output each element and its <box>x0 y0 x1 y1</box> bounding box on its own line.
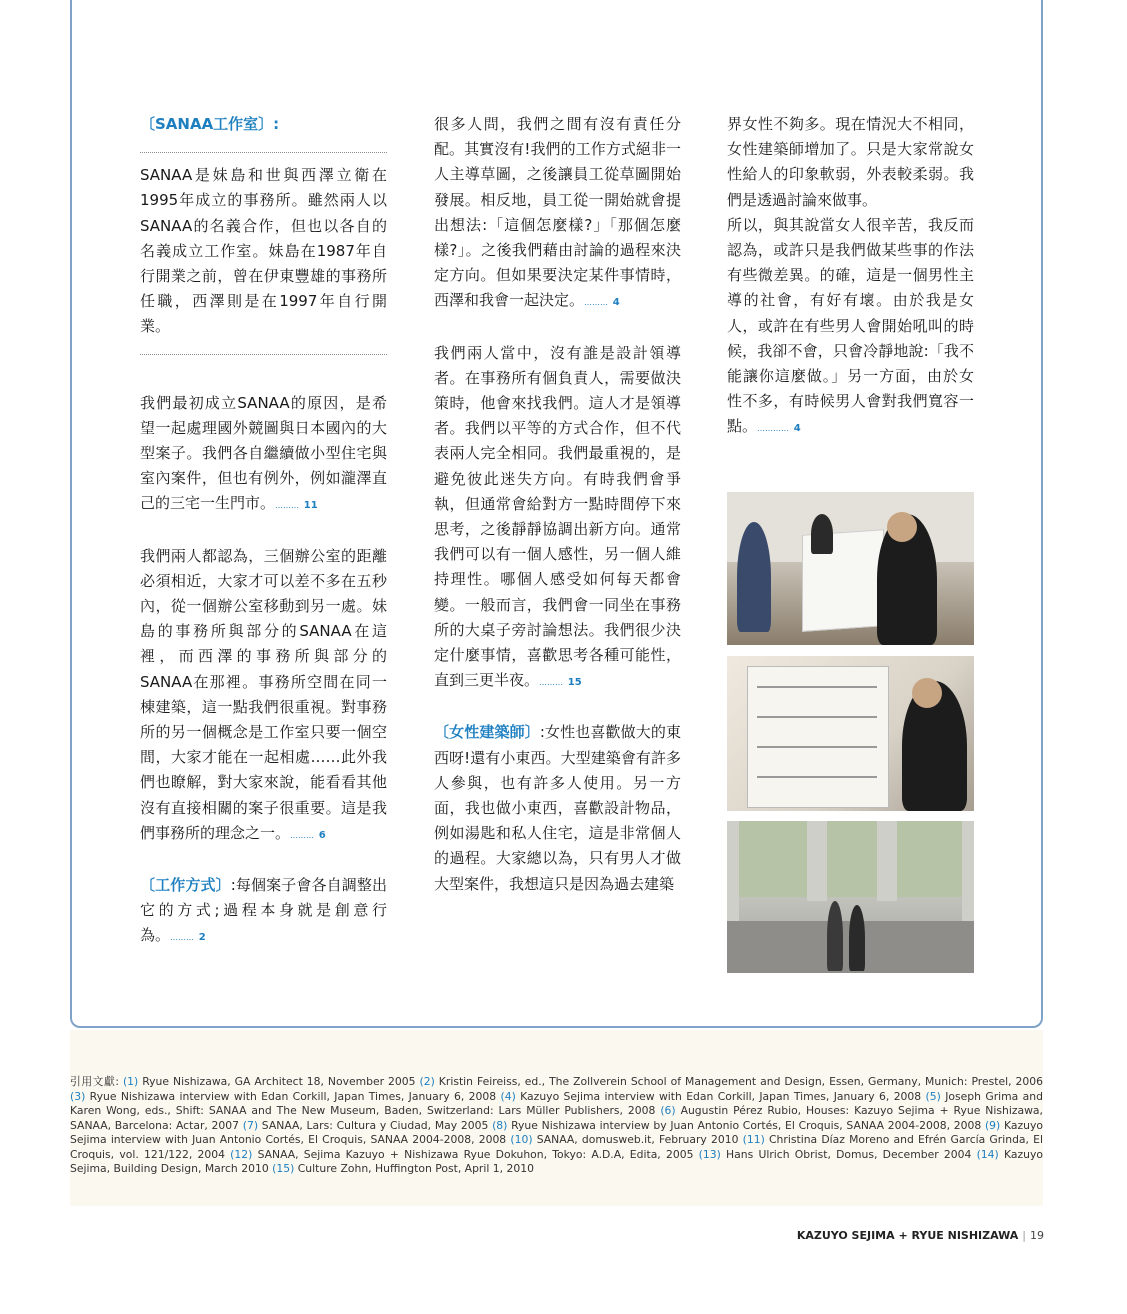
paragraph: 很多人問，我們之間有沒有責任分配。其實沒有!我們的工作方式絕非一人主導草圖，之後讓員工從草圖開始發展。相反地，員工從一開始就會提出想法:「這個怎麼樣?」「那個怎麼樣?」。之後我們藉由討論的過程來決定方向。但如果要決定某件事情時，西澤和我會一起決定。……… 4 <box>434 115 681 310</box>
reference-index: (2) <box>415 1075 439 1088</box>
reference-entry: Joseph Grima and Karen Wong, eds., Shift: SANAA and The New Museum, Baden, Switzerland: Lars Müller Publishers, 2008 <box>70 1089 1043 1117</box>
reference-entry: Kristin Feireiss, ed., The Zollverein School of Management and Design, Essen, Germany, Munich: Prestel, 2006 <box>438 1075 1043 1088</box>
reference-entry: Ryue Nishizawa interview with Edan Corkill, Japan Times, January 6, 2008 <box>89 1089 497 1103</box>
reference-index: (3) <box>70 1089 90 1103</box>
reference-entry: Kazuyo Sejima, Building Design, March 2010 <box>70 1147 1043 1175</box>
reference-entry: Augustin Pérez Rubio, Houses: Kazuyo Sejima + Ryue Nishizawa, SANAA, Barcelona: Actar, 2007 <box>70 1104 1043 1132</box>
paragraph: SANAA是妹島和世與西澤立衛在1995年成立的事務所。雖然兩人以SANAA的名義合作，但也以各自的名義成立工作室。妹島在1987年自行開業之前，曾在伊東豐雄的事務所任職，西澤則是在1997年自行開業。 <box>140 166 387 336</box>
paragraph: 〔女性建築師〕:女性也喜歡做大的東西呀!還有小東西。大型建築會有許多人參與，也有許多人使用。另一方面，我也做小東西，喜歡設計物品，例如湯匙和私人住宅，這是非常個人的過程。大家總以為，只有男人才做大型案件，我想這只是因為過去建築 <box>434 723 681 893</box>
reference-index: (5) <box>921 1089 946 1103</box>
reference-entry: Christina Díaz Moreno and Efrén García Grinda, El Croquis, vol. 121/122, 2004 <box>70 1133 1043 1161</box>
reference-entry: Kazuyo Sejima interview with Edan Corkill, Japan Times, January 6, 2008 <box>520 1089 922 1103</box>
paragraph: 〔工作方式〕:每個案子會各自調整出它的方式;過程本身就是創意行為。……… 2 <box>140 876 387 945</box>
reference-entry: SANAA, Lars: Cultura y Ciudad, May 2005 <box>261 1118 489 1132</box>
photo-architects-with-model <box>727 492 974 645</box>
reference-entry: Hans Ulrich Obrist, Domus, December 2004 <box>726 1147 972 1161</box>
reference-entry: SANAA, Sejima Kazuyo + Nishizawa Ryue Dokuhon, Tokyo: A.D.A, Edita, 2005 <box>257 1147 694 1161</box>
column-1 <box>140 112 387 951</box>
reference-number[interactable]: 4 <box>612 297 620 309</box>
reference-index: (7) <box>239 1118 262 1132</box>
reference-entry: SANAA, domusweb.it, February 2010 <box>536 1133 739 1146</box>
reference-number[interactable]: 15 <box>567 677 582 689</box>
reference-index: (15) <box>268 1162 298 1175</box>
reference-number[interactable]: 11 <box>303 500 318 512</box>
reference-entry: Kazuyo Sejima interview with Juan Antonio Cortés, El Croquis, SANAA 2004-2008, 2008 <box>70 1118 1043 1146</box>
reference-index: (12) <box>224 1147 258 1161</box>
reference-index: (4) <box>496 1089 521 1103</box>
photo-architectural-model <box>727 656 974 811</box>
footer-names: KAZUYO SEJIMA + RYUE NISHIZAWA <box>796 1229 1019 1242</box>
page-number: 19 <box>1030 1229 1044 1242</box>
reference-index: (11) <box>738 1133 770 1146</box>
section-heading-women-architects: 〔女性建築師〕 <box>434 723 540 742</box>
reference-entry: Culture Zohn, Huffington Post, April 1, 2010 <box>297 1162 535 1175</box>
reference-index: (13) <box>693 1147 727 1161</box>
photo-building-interior <box>727 821 974 973</box>
paragraph: 我們兩人當中，沒有誰是設計領導者。在事務所有個負責人，需要做決策時，他會來找我們。這人才是領導者。我們以平等的方式合作，但不代表兩人完全相同。我們最重視的，是避免彼此迷失方向。有時我們會爭執，但通常會給對方一點時間停下來思考，之後靜靜協調出新方向。通常我們可以有一個人感性，另一個人維持理性。哪個人感受如何每天都會變。一般而言，我們會一同坐在事務所的大桌子旁討論想法。我們很少決定什麼事情，喜歡思考各種可能性，直到三更半夜。……… 15 <box>434 343 681 690</box>
reference-index: (9) <box>981 1118 1004 1132</box>
paragraph: 所以，與其說當女人很辛苦，我反而認為，或許只是我們做某些事的作法有些微差異。的確，這是一個男性主導的社會，有好有壞。由於我是女人，或許在有些男人會開始吼叫的時候，我卻不會，只會冷靜地說:「我不能讓你這麼做。」另一方面，由於女性不多，有時候男人會對我們寬容一點。………… 4 <box>727 215 974 436</box>
references-label: 引用文獻: <box>70 1075 119 1088</box>
reference-entry: Ryue Nishizawa interview by Juan Antonio Cortés, El Croquis, SANAA 2004-2008, 2008 <box>511 1118 982 1132</box>
references <box>70 1075 1043 1177</box>
paragraph: 我們兩人都認為，三個辦公室的距離必須相近，大家才可以差不多在五秒內，從一個辦公室移動到另一處。妹島的事務所與部分的SANAA在這裡，而西澤的事務所與部分的SANAA在那裡。事務所空間在同一棟建築，這一點我們很重視。對事務所的另一個概念是工作室只要一個空間，大家才能在一起相處……此外我們也瞭解，對大家來說，能看看其他沒有直接相關的案子很重要。這是我們事務所的理念之一。……… 6 <box>140 546 387 842</box>
reference-index: (8) <box>488 1118 512 1132</box>
reference-index: (10) <box>506 1133 537 1146</box>
reference-number[interactable]: 4 <box>793 423 801 435</box>
page-footer <box>797 1229 1044 1242</box>
reference-index: (14) <box>971 1147 1004 1161</box>
reference-index: (6) <box>655 1104 681 1117</box>
column-2 <box>434 112 681 897</box>
reference-number[interactable]: 2 <box>198 932 206 944</box>
section-heading-sanaa: 〔SANAA工作室〕: <box>140 115 280 133</box>
paragraph: 界女性不夠多。現在情況大不相同，女性建築師增加了。只是大家常說女性給人的印象軟弱，外表較柔弱。我們是透過討論來做事。 <box>727 115 974 209</box>
reference-index: (1) <box>118 1075 143 1088</box>
reference-entry: Ryue Nishizawa, GA Architect 18, November 2005 <box>142 1075 416 1088</box>
column-3 <box>727 112 974 442</box>
reference-number[interactable]: 6 <box>318 829 326 841</box>
footer-separator: | <box>1022 1229 1026 1242</box>
section-heading-working-method: 〔工作方式〕 <box>140 876 231 895</box>
paragraph: 我們最初成立SANAA的原因，是希望一起處理國外競圖與日本國內的大型案子。我們各自繼續做小型住宅與室內案件，但也有例外，例如瀧澤直己的三宅一生門市。……… 11 <box>140 393 387 513</box>
